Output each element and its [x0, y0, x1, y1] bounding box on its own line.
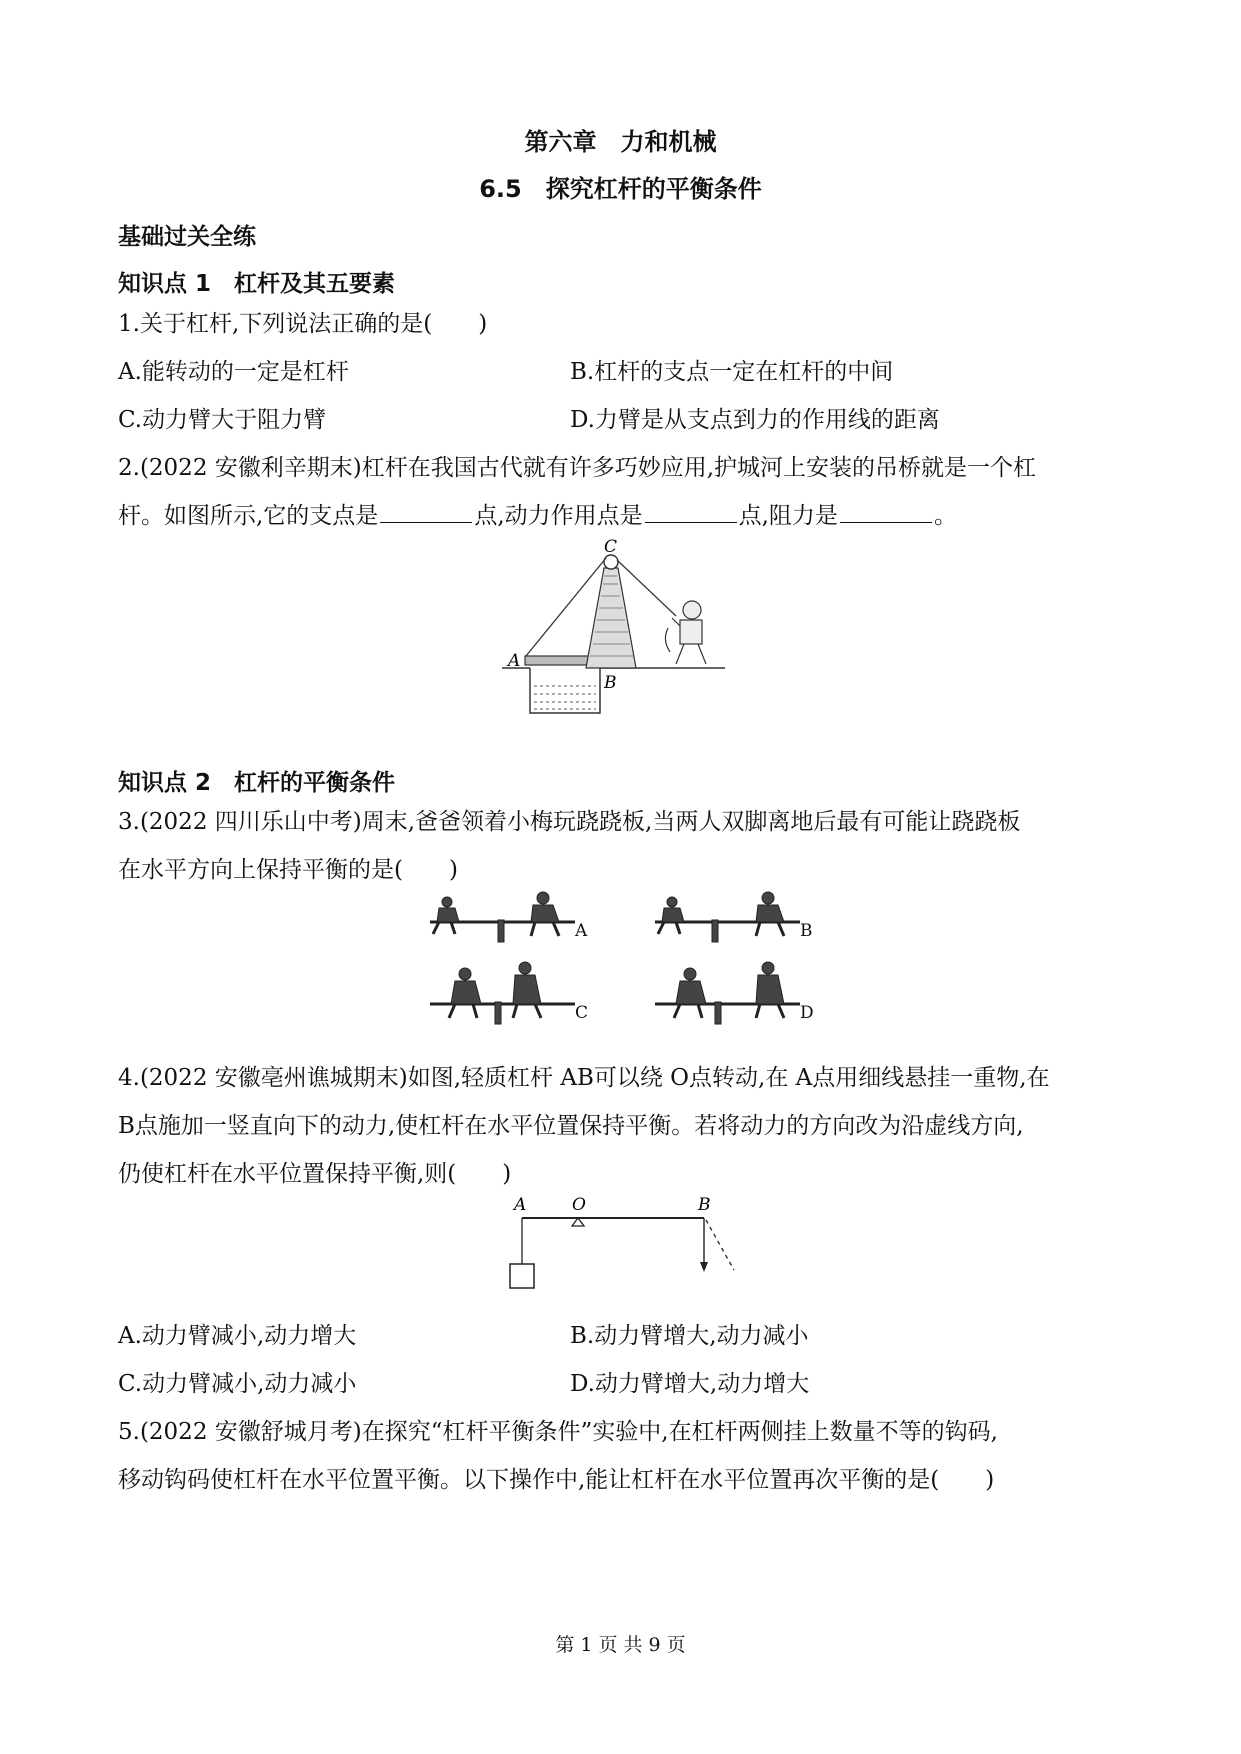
fig-label-c: C: [604, 538, 618, 557]
drawbridge-figure: [500, 538, 760, 718]
lever-label-b: B: [698, 1196, 711, 1215]
question-2-line-1: 2.(2022 安徽利辛期末)杠杆在我国古代就有许多巧妙应用,护城河上安装的吊桥就是一个杠: [118, 455, 1037, 481]
section-title: 6.5 探究杠杆的平衡条件: [479, 175, 762, 203]
seesaw-option-d: [655, 962, 814, 1024]
q1-option-d: D.力臂是从支点到力的作用线的距离: [570, 407, 940, 433]
q1-option-b: B.杠杆的支点一定在杠杆的中间: [570, 359, 894, 385]
exercise-heading: 基础过关全练: [118, 224, 256, 250]
q4-option-b: B.动力臂增大,动力减小: [570, 1323, 809, 1349]
q3-text: 在水平方向上保持平衡的是(: [118, 857, 403, 883]
page-footer: 第 1 页 共 9 页: [555, 1634, 686, 1656]
lever-label-o: O: [572, 1196, 586, 1215]
answer-blank[interactable]: [380, 498, 472, 523]
q1-stem-text: 1.关于杠杆,下列说法正确的是(: [118, 311, 433, 337]
fig-label-b: B: [604, 673, 617, 693]
q5-text: 移动钩码使杠杆在水平位置平衡。以下操作中,能让杠杆在水平位置再次平衡的是(: [118, 1467, 940, 1493]
lever-label-a: A: [514, 1196, 527, 1215]
seesaw-option-a: [430, 892, 588, 942]
q2-text-a: 杆。如图所示,它的支点是: [118, 503, 379, 529]
q5-close: ): [985, 1467, 995, 1493]
question-4-line-3: [118, 1150, 511, 1199]
answer-blank[interactable]: [645, 498, 737, 523]
seesaw-option-b: [655, 892, 813, 942]
question-4-line-2: B点施加一竖直向下的动力,使杠杆在水平位置保持平衡。若将动力的方向改为沿虚线方向,: [118, 1113, 1024, 1139]
lever-figure: [500, 1196, 750, 1296]
question-5-line-2: [118, 1456, 994, 1505]
q2-text-b: 点,动力作用点是: [474, 503, 643, 529]
question-5-line-1: 5.(2022 安徽舒城月考)在探究“杠杆平衡条件”实验中,在杠杆两侧挂上数量不等的钩码,: [118, 1419, 998, 1445]
q1-option-a: A.能转动的一定是杠杆: [118, 359, 349, 385]
knowledge-point-1-heading: 知识点 1 杠杆及其五要素: [118, 271, 396, 297]
question-2-line-2: [118, 492, 957, 541]
seesaw-options-figure: [425, 890, 825, 1030]
q1-stem-close: ): [478, 311, 488, 337]
question-3-line-2: [118, 846, 458, 895]
answer-blank[interactable]: [840, 498, 932, 523]
q4-option-c: C.动力臂减小,动力减小: [118, 1371, 357, 1397]
q4-close: ): [502, 1161, 512, 1187]
q2-text-d: 。: [933, 503, 957, 529]
seesaw-option-c: [430, 962, 588, 1024]
question-4-line-1: 4.(2022 安徽亳州谯城期末)如图,轻质杠杆 AB可以绕 O点转动,在 A点用细线悬挂一重物,在: [118, 1065, 1050, 1091]
question-1-stem: [118, 300, 487, 349]
q4-option-a: A.动力臂减小,动力增大: [118, 1323, 357, 1349]
q3-close: ): [448, 857, 458, 883]
question-3-line-1: 3.(2022 四川乐山中考)周末,爸爸领着小梅玩跷跷板,当两人双脚离地后最有可能让跷跷板: [118, 809, 1021, 835]
seesaw-label-a: A: [575, 921, 588, 941]
chapter-title: 第六章 力和机械: [524, 128, 717, 156]
q4-text: 仍使杠杆在水平位置保持平衡,则(: [118, 1161, 457, 1187]
knowledge-point-2-heading: 知识点 2 杠杆的平衡条件: [118, 770, 396, 796]
q2-text-c: 点,阻力是: [738, 503, 838, 529]
fig-label-a: A: [508, 651, 521, 671]
seesaw-label-d: D: [800, 1003, 814, 1023]
seesaw-label-b: B: [800, 921, 813, 941]
q1-option-c: C.动力臂大于阻力臂: [118, 407, 327, 433]
seesaw-label-c: C: [575, 1003, 589, 1023]
q4-option-d: D.动力臂增大,动力增大: [570, 1371, 810, 1397]
